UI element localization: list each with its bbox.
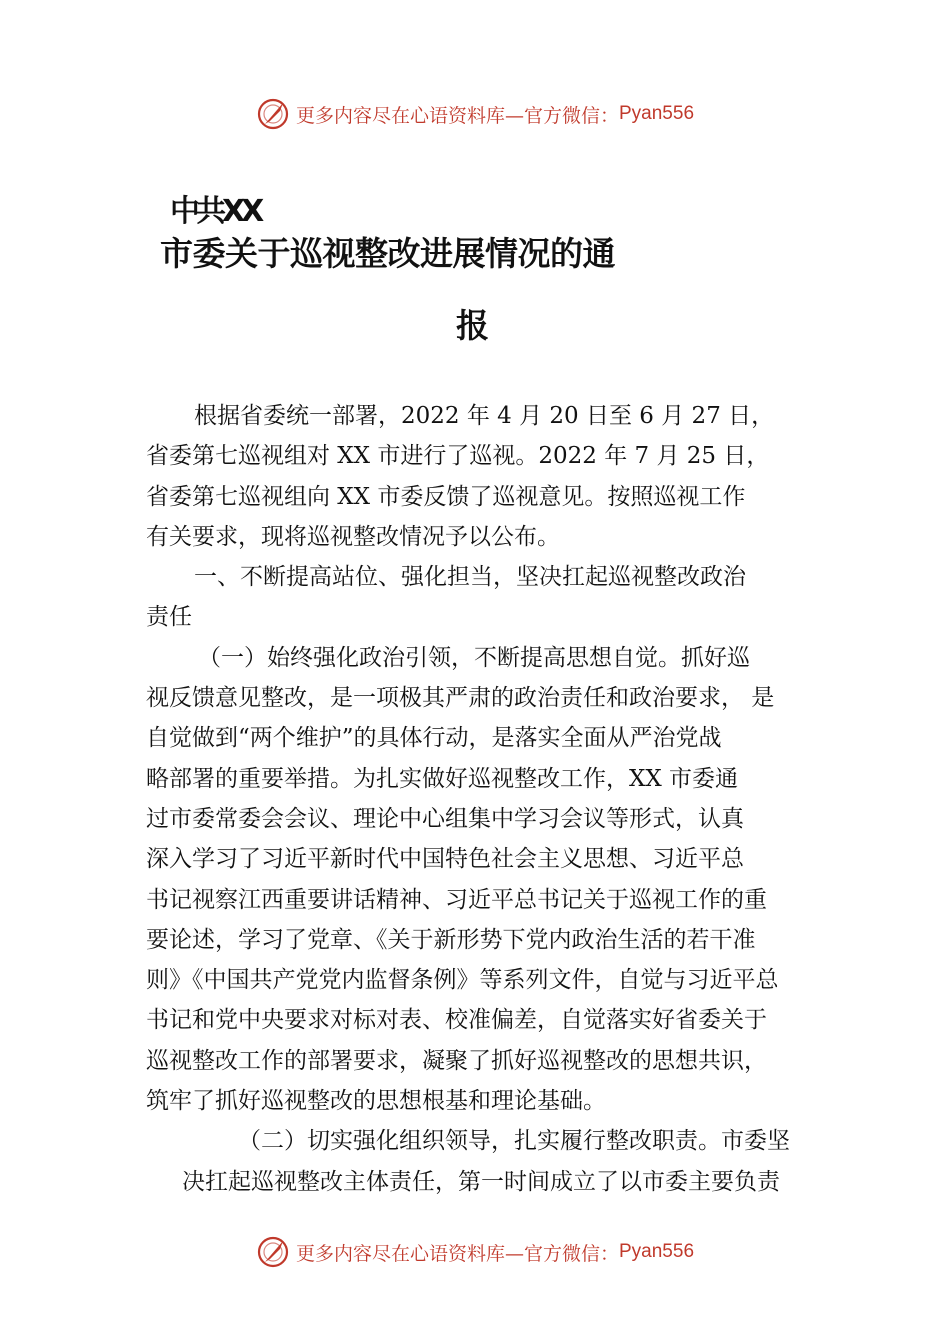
header-banner (0, 94, 950, 134)
body-line: 省委第七巡视组对 XX 市进行了巡视。2022 年 7 月 25 日， (146, 443, 770, 470)
body-line: 省委第七巡视组向 XX 市委反馈了巡视意见。按照巡视工作 (146, 483, 746, 510)
body-line: 要论述，学习了党章、《关于新形势下党内政治生活的若干准 (146, 926, 756, 953)
body-line: 书记和党中央要求对标对表、校准偏差，自觉落实好省委关于 (146, 1007, 767, 1034)
body-line: 自觉做到“两个维护”的具体行动，是落实全面从严治党战 (146, 725, 722, 752)
document-header-small: 中共XX (170, 194, 261, 229)
document-body (146, 396, 822, 1202)
quill-seal-icon (256, 97, 290, 131)
body-line: 略部署的重要举措。为扎实做好巡视整改工作，XX 市委通 (146, 765, 739, 792)
banner-text: 更多内容尽在心语资料库—官方微信： (295, 1242, 619, 1265)
document-title-line-2: 报 (456, 306, 489, 345)
body-line: 有关要求，现将巡视整改情况予以公布。 (146, 523, 560, 550)
body-line: 则》《中国共产党党内监督条例》等系列文件，自觉与习近平总 (146, 967, 779, 994)
body-line: 根据省委统一部署，2022 年 4 月 20 日至 6 月 27 日， (194, 403, 775, 429)
body-line: 决扛起巡视整改主体责任，第一时间成立了以市委主要负责 (182, 1168, 780, 1195)
footer-banner (0, 1232, 950, 1272)
body-line: 筑牢了抓好巡视整改的思想根基和理论基础。 (146, 1088, 606, 1115)
body-line: 书记视察江西重要讲话精神、习近平总书记关于巡视工作的重 (146, 886, 767, 913)
quill-seal-icon (256, 1235, 290, 1269)
body-line: 巡视整改工作的部署要求，凝聚了抓好巡视整改的思想共识， (146, 1047, 767, 1074)
body-line: （一）始终强化政治引领，不断提高思想自觉。抓好巡 (198, 644, 750, 671)
body-line: 视反馈意见整改，是一项极其严肃的政治责任和政治要求， 是 (146, 685, 775, 712)
banner-text: 更多内容尽在心语资料库—官方微信： (295, 104, 619, 127)
section-heading-line: 一、不断提高站位、强化担当，坚决扛起巡视整改政治 (194, 564, 746, 591)
document-title-line-1: 市委关于巡视整改进展情况的通 (160, 234, 615, 273)
banner-wechat-id: Pyan556 (619, 103, 695, 124)
body-line: 过市委常委会会议、理论中心组集中学习会议等形式，认真 (146, 805, 744, 832)
banner-wechat-id: Pyan556 (619, 1241, 695, 1262)
body-line: 深入学习了习近平新时代中国特色社会主义思想、习近平总 (146, 846, 744, 873)
section-heading-line: 责任 (146, 604, 192, 631)
body-line: （二）切实强化组织领导，扎实履行整改职责。市委坚 (238, 1128, 790, 1155)
